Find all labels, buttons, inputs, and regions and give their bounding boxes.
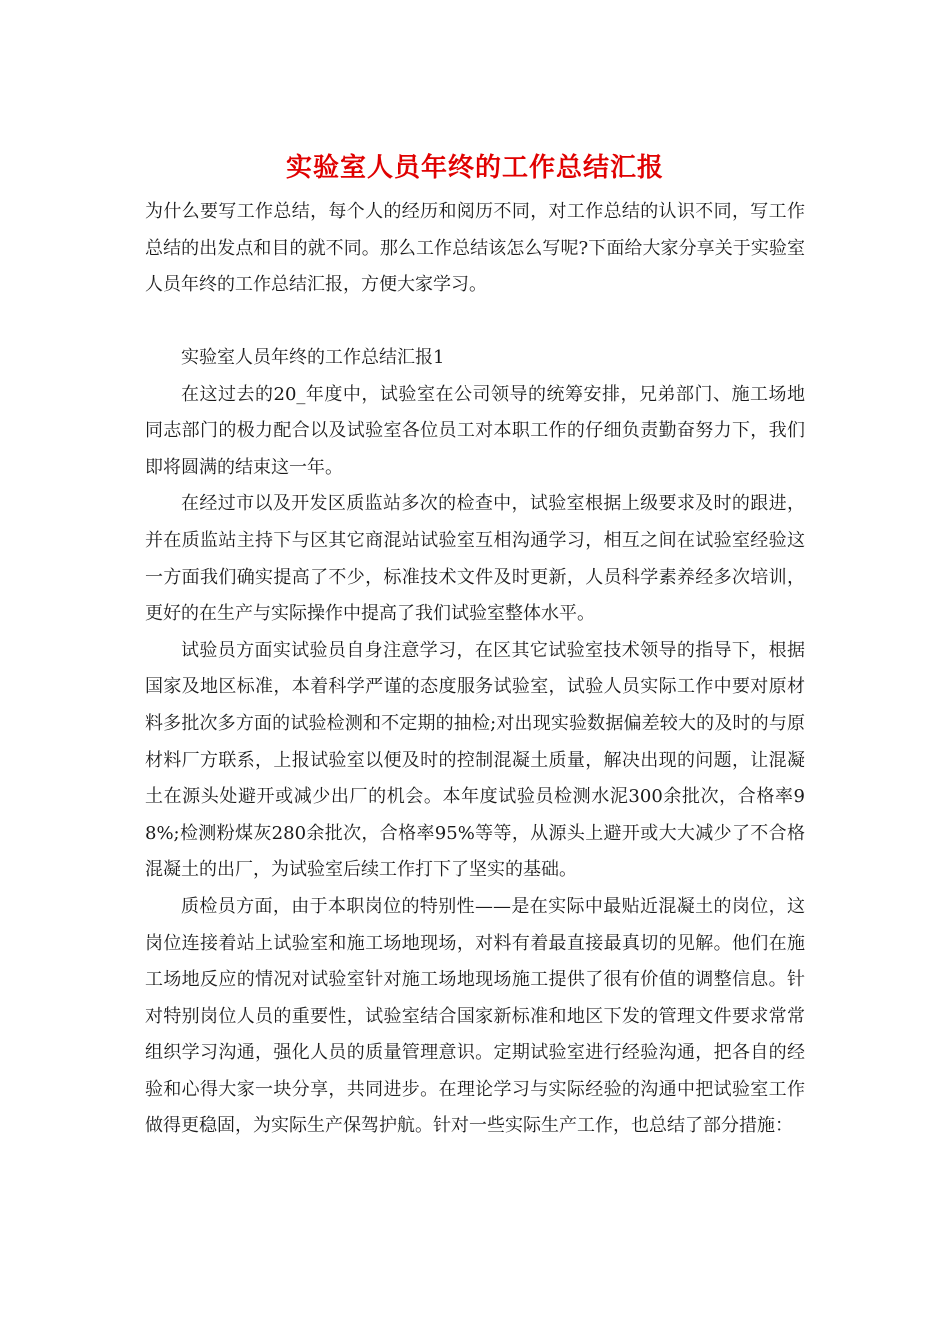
body-paragraph-4: 质检员方面，由于本职岗位的特别性——是在实际中最贴近混凝土的岗位，这岗位连接着站上试验室和施工场地现场，对料有着最直接最真切的见解。他们在施工场地反应的情况对试验室针对施工场地现场施工提供了很有价值的调整信息。针对特别岗位人员的重要性，试验室结合国家新标准和地区下发的管理文件要求常常组织学习沟通，强化人员的质量管理意识。定期试验室进行经验沟通，把各自的经验和心得大家一块分享，共同进步。在理论学习与实际经验的沟通中把试验室工作做得更稳固，为实际生产保驾护航。针对一些实际生产工作，也总结了部分措施： — [145, 895, 805, 1137]
intro-paragraph: 为什么要写工作总结，每个人的经历和阅历不同，对工作总结的认识不同，写工作总结的出发点和目的就不同。那么工作总结该怎么写呢?下面给大家分享关于实验室人员年终的工作总结汇报，方便大家学习。 — [145, 201, 805, 296]
body-paragraph-2: 在经过市以及开发区质监站多次的检查中，试验室根据上级要求及时的跟进，并在质监站主持下与区其它商混站试验室互相沟通学习，相互之间在试验室经验这一方面我们确实提高了不少，标准技术文件及时更新，人员科学素养经多次培训，更好的在生产与实际操作中提高了我们试验室整体水平。 — [145, 493, 805, 625]
body-paragraph-3: 试验员方面实试验员自身注意学习，在区其它试验室技术领导的指导下，根据国家及地区标准，本着科学严谨的态度服务试验室，试验人员实际工作中要对原材料多批次多方面的试验检测和不定期的抽检;对出现实验数据偏差较大的及时的与原材料厂方联系，上报试验室以便及时的控制混凝土质量，解决出现的问题，让混凝土在源头处避开或减少出厂的机会。本年度试验员检测水泥300余批次，合格率98%;检测粉煤灰280余批次，合格率95%等等，从源头上避开或大大减少了不合格混凝土的出厂，为试验室后续工作打下了坚实的基础。 — [145, 639, 805, 881]
section-heading: 实验室人员年终的工作总结汇报1 — [181, 347, 445, 368]
section-body — [145, 340, 805, 1145]
document-title: 实验室人员年终的工作总结汇报 — [285, 153, 664, 183]
body-paragraph-1: 在这过去的20_年度中，试验室在公司领导的统筹安排，兄弟部门、施工场地同志部门的极力配合以及试验室各位员工对本职工作的仔细负责勤奋努力下，我们即将圆满的结束这一年。 — [145, 383, 805, 478]
